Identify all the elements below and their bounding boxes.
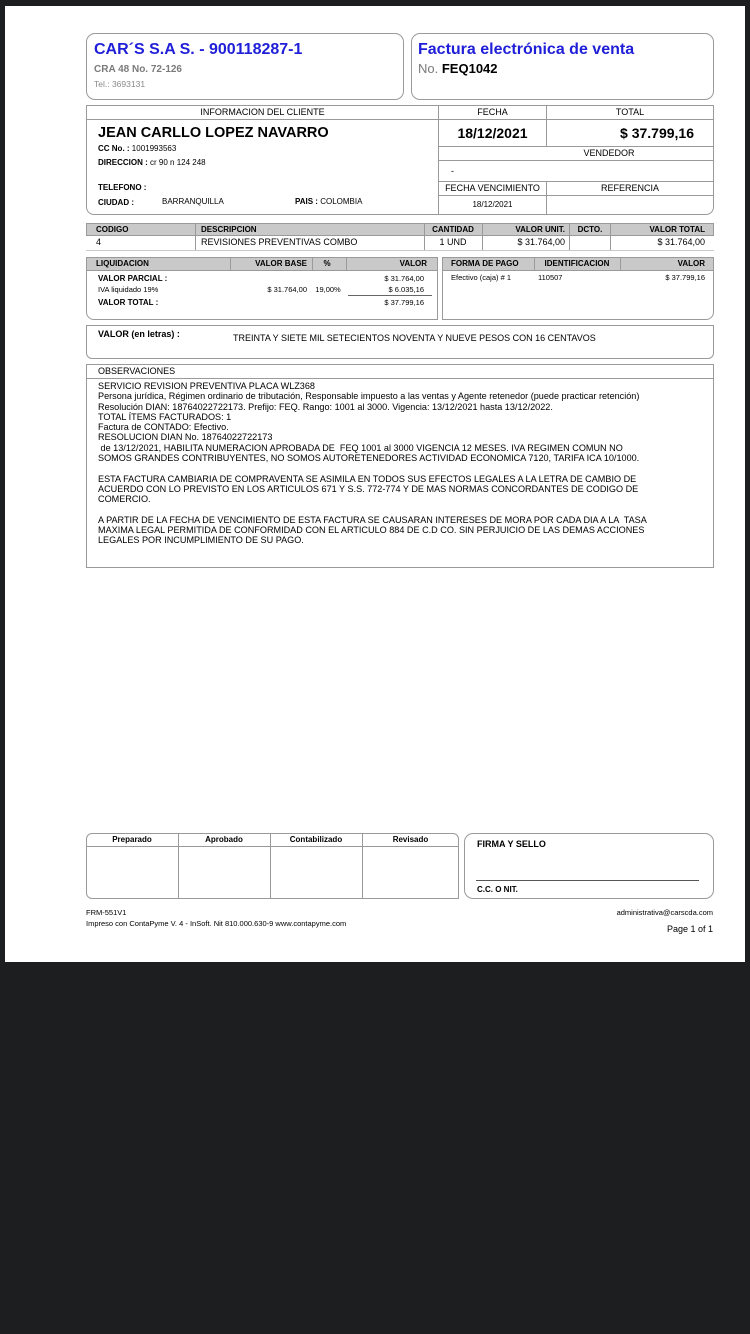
items-col-cantidad: CANTIDAD <box>432 225 474 234</box>
item-descripcion: REVISIONES PREVENTIVAS COMBO <box>201 237 358 247</box>
nit-label: C.C. O NIT. <box>477 885 518 894</box>
pago-forma: Efectivo (caja) # 1 <box>451 273 512 282</box>
items-col-codigo: CODIGO <box>96 225 129 234</box>
referencia-label: REFERENCIA <box>600 183 659 193</box>
client-country-label: PAIS : <box>295 197 318 206</box>
invoice-page <box>5 6 745 962</box>
total-label: TOTAL <box>615 107 645 117</box>
client-cc-label: CC No. : <box>98 144 130 153</box>
liq-parcial-value: $ 31.764,00 <box>384 274 424 283</box>
liq-total-label: VALOR TOTAL : <box>98 298 159 307</box>
printed-by: Impreso con ContaPyme V. 4 - InSoft. Nit 810.000.630-9 www.contapyme.com <box>86 919 347 928</box>
items-col-valor-total: VALOR TOTAL <box>649 225 705 234</box>
items-col-dcto: DCTO. <box>577 225 603 234</box>
sig-preparado: Preparado <box>112 835 152 844</box>
pago-id: 110507 <box>538 273 563 282</box>
page-number: Page 1 of 1 <box>666 924 713 934</box>
sig-contabilizado: Contabilizado <box>289 835 343 844</box>
liq-iva-base: $ 31.764,00 <box>267 285 307 294</box>
client-city-value: BARRANQUILLA <box>162 197 224 206</box>
client-section-label: INFORMACION DEL CLIENTE <box>200 107 325 117</box>
sig-aprobado: Aprobado <box>205 835 243 844</box>
observaciones-text: SERVICIO REVISION PREVENTIVA PLACA WLZ368 Persona jurídica, Régimen ordinario de tributación, Responsable impuesto a las ventas y Agente retenedor (puede practicar retención) Resolución DIAN: 18764022722173. Prefijo: FEQ. Rango: 1001 al 3000. Vigencia: 13/12/2021 hasta 13/12/2022. TOTAL ÍTEMS FACTURADOS: 1 Factura de CONTADO: Efectivo. RESOLUCION DIAN No. 18764022722173 de 13/12/2021, HABILITA NUMERACION APROBADA DE FEQ 1001 al 3000 VIGENCIA 12 MESES. IVA REGIMEN COMUN NO SOMOS GRANDES CONTRIBUYENTES, NO SOMOS AUTORETENEDORES ACTIVIDAD ECONOMICA 7120, TARIFA ICA 10/1000. ESTA FACTURA CAMBIARIA DE COMPRAVENTA SE ASIMILA EN TODOS SUS EFECTOS LEGALES A LA LETRA DE CAMBIO DE ACUERDO CON LO PREVISTO EN LOS ARTICULOS 671 Y S.S. 772-774 Y DE MAS NORMAS CONCORDANTES DE CODIGO DE COMERCIO. A PARTIR DE LA FECHA DE VENCIMIENTO DE ESTA FACTURA SE CAUSARAN INTERESES DE MORA POR CADA DIA A LA TASA MAXIMA LEGAL PERMITIDA DE CONFORMIDAD CON EL ARTICULO 884 DE C.D CO. SIN PERJUICIO DE LAS DEMAS ACCIONES LEGALES POR INCUMPLIMIENTO DE SU PAGO. <box>98 381 647 546</box>
pago-col-id: IDENTIFICACION <box>544 259 610 268</box>
client-tel-label: TELEFONO : <box>98 183 147 192</box>
fecha-label: FECHA <box>477 107 508 117</box>
item-valor-total: $ 31.764,00 <box>657 237 705 247</box>
issuer-name: CAR´S S.A S. - 900118287-1 <box>94 41 303 58</box>
liq-col-base: VALOR BASE <box>255 259 307 268</box>
issuer-tel: Tel.: 3693131 <box>94 79 146 89</box>
sig-revisado: Revisado <box>392 835 429 844</box>
issuer-address: CRA 48 No. 72-126 <box>94 64 182 75</box>
firma-label: FIRMA Y SELLO <box>477 839 546 849</box>
table-row <box>86 236 714 250</box>
client-cc <box>98 144 176 153</box>
observaciones-label: OBSERVACIONES <box>98 366 176 376</box>
total-value: $ 37.799,16 <box>620 125 694 141</box>
items-col-valor-unit: VALOR UNIT. <box>515 225 565 234</box>
pago-valor: $ 37.799,16 <box>665 273 705 282</box>
item-valor-unit: $ 31.764,00 <box>517 237 565 247</box>
client-country <box>295 197 362 206</box>
client-dir-label: DIRECCION : <box>98 158 148 167</box>
liq-col-valor: VALOR <box>399 259 427 268</box>
footer-email: administrativa@carscda.com <box>616 908 713 917</box>
items-col-descripcion: DESCRIPCION <box>201 225 257 234</box>
item-cantidad: 1 UND <box>439 237 467 247</box>
pago-col-valor: VALOR <box>677 259 705 268</box>
client-name: JEAN CARLLO LOPEZ NAVARRO <box>98 125 329 141</box>
client-cc-value: 1001993563 <box>131 144 177 153</box>
item-codigo: 4 <box>96 237 102 247</box>
vendedor-value: - <box>451 166 454 176</box>
invoice-title: Factura electrónica de venta <box>418 41 635 58</box>
fecha-value: 18/12/2021 <box>457 125 528 141</box>
liq-iva-value: $ 6.035,16 <box>388 285 424 294</box>
client-city-label: CIUDAD : <box>98 198 134 207</box>
liq-parcial-label: VALOR PARCIAL : <box>98 274 168 283</box>
client-country-value: COLOMBIA <box>320 197 363 206</box>
vencimiento-label: FECHA VENCIMIENTO <box>445 183 540 193</box>
invoice-number: FEQ1042 <box>441 61 498 76</box>
client-dir <box>98 158 206 167</box>
form-code: FRM-551V1 <box>86 908 127 917</box>
invoice-number-line <box>418 61 498 76</box>
liq-iva-label: IVA liquidado 19% <box>98 285 159 294</box>
vendedor-label: VENDEDOR <box>583 148 635 158</box>
letras-label: VALOR (en letras) : <box>98 329 180 339</box>
liq-iva-pct: 19,00% <box>315 285 341 294</box>
client-dir-value: cr 90 n 124 248 <box>150 158 206 167</box>
vencimiento-value: 18/12/2021 <box>472 200 513 209</box>
liq-total-value: $ 37.799,16 <box>384 298 424 307</box>
letras-value: TREINTA Y SIETE MIL SETECIENTOS NOVENTA Y NUEVE PESOS CON 16 CENTAVOS <box>233 333 596 343</box>
liq-col-liquidacion: LIQUIDACION <box>96 259 149 268</box>
pago-col-forma: FORMA DE PAGO <box>451 259 519 268</box>
liq-col-pct: % <box>323 259 331 268</box>
invoice-no-label: No. <box>418 61 439 76</box>
